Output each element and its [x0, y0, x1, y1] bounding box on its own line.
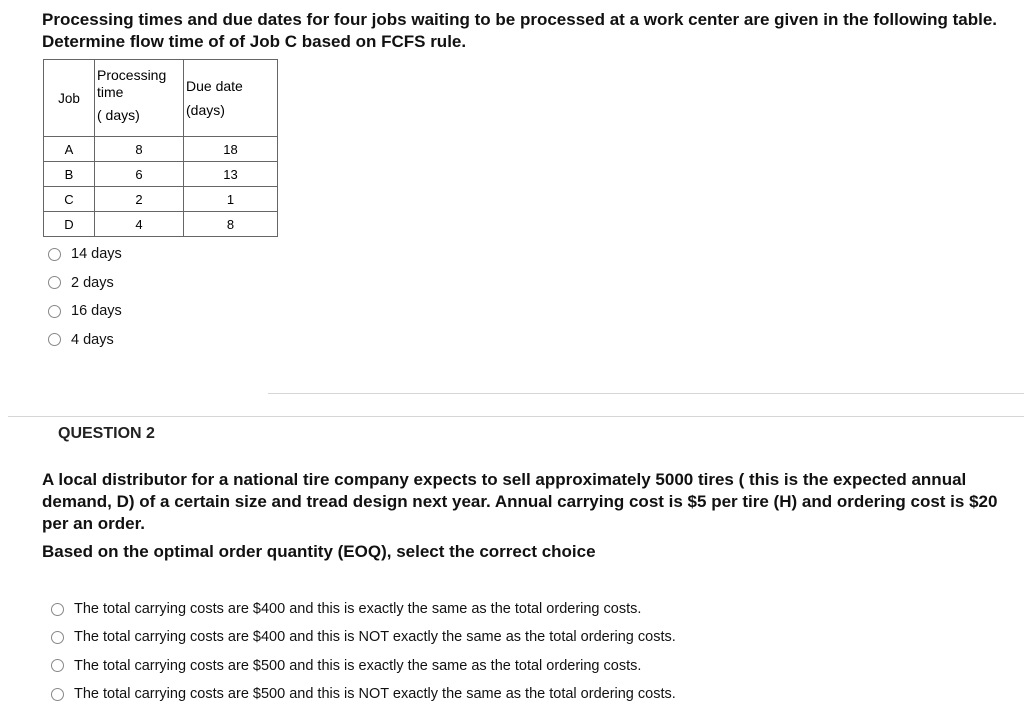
option-label: 14 days [71, 246, 122, 263]
option-label: The total carrying costs are $500 and this is exactly the same as the total ordering costs. [74, 657, 642, 674]
cell-processing: 4 [95, 212, 184, 237]
table-row [44, 137, 278, 162]
q2-option-4[interactable] [51, 680, 676, 708]
header-due-line-1: Due date [186, 78, 243, 94]
radio-button[interactable] [51, 688, 64, 701]
question-2-subtext: Based on the optimal order quantity (EOQ), select the correct choice [42, 542, 596, 561]
radio-button[interactable] [51, 659, 64, 672]
option-label: 2 days [71, 274, 114, 291]
cell-job: B [44, 162, 95, 187]
radio-button[interactable] [51, 631, 64, 644]
q1-option-16-days[interactable] [48, 297, 122, 326]
question-2-text: A local distributor for a national tire company expects to sell approximately 5000 tires ( this is the expected annual demand, D) of a certain size and tread design next year. Annual carrying cost is $5 per tire (H) and ordering cost is $20 per an order. [42, 470, 998, 533]
question-1-text: Processing times and due dates for four jobs waiting to be processed at a work center are given in the following table. Determine flow time of of Job C based on FCFS rule. [42, 10, 998, 51]
question-2-options [51, 595, 676, 708]
cell-processing: 2 [95, 187, 184, 212]
divider [268, 393, 1024, 394]
header-processing-line-3: ( days) [97, 107, 140, 123]
radio-button[interactable] [48, 305, 61, 318]
option-label: The total carrying costs are $400 and this is exactly the same as the total ordering costs. [74, 601, 642, 618]
cell-processing: 8 [95, 137, 184, 162]
cell-processing: 6 [95, 162, 184, 187]
option-label: 16 days [71, 303, 122, 320]
q2-option-3[interactable] [51, 652, 676, 680]
header-processing-line-1: Processing [97, 67, 167, 83]
option-label: The total carrying costs are $400 and this is NOT exactly the same as the total ordering costs. [74, 629, 676, 646]
table-row [44, 187, 278, 212]
header-due-date [184, 60, 278, 137]
divider [8, 416, 1024, 417]
cell-job: A [44, 137, 95, 162]
jobs-table [43, 59, 278, 237]
q1-option-4-days[interactable] [48, 326, 122, 355]
header-due-line-2: (days) [186, 102, 225, 118]
q1-option-14-days[interactable] [48, 240, 122, 269]
header-job: Job [44, 60, 95, 137]
radio-button[interactable] [48, 333, 61, 346]
option-label: 4 days [71, 331, 114, 348]
q2-option-2[interactable] [51, 623, 676, 651]
q2-option-1[interactable] [51, 595, 676, 623]
radio-button[interactable] [51, 603, 64, 616]
table-row [44, 162, 278, 187]
header-processing-time [95, 60, 184, 137]
header-processing-line-2: time [97, 84, 124, 100]
cell-due: 13 [184, 162, 278, 187]
question-1-options [48, 240, 122, 354]
question-2-label: QUESTION 2 [58, 425, 155, 442]
table-header-row [44, 60, 278, 137]
cell-due: 1 [184, 187, 278, 212]
cell-due: 18 [184, 137, 278, 162]
radio-button[interactable] [48, 276, 61, 289]
radio-button[interactable] [48, 248, 61, 261]
cell-job: C [44, 187, 95, 212]
cell-job: D [44, 212, 95, 237]
option-label: The total carrying costs are $500 and this is NOT exactly the same as the total ordering costs. [74, 686, 676, 703]
q1-option-2-days[interactable] [48, 269, 122, 298]
cell-due: 8 [184, 212, 278, 237]
table-row [44, 212, 278, 237]
